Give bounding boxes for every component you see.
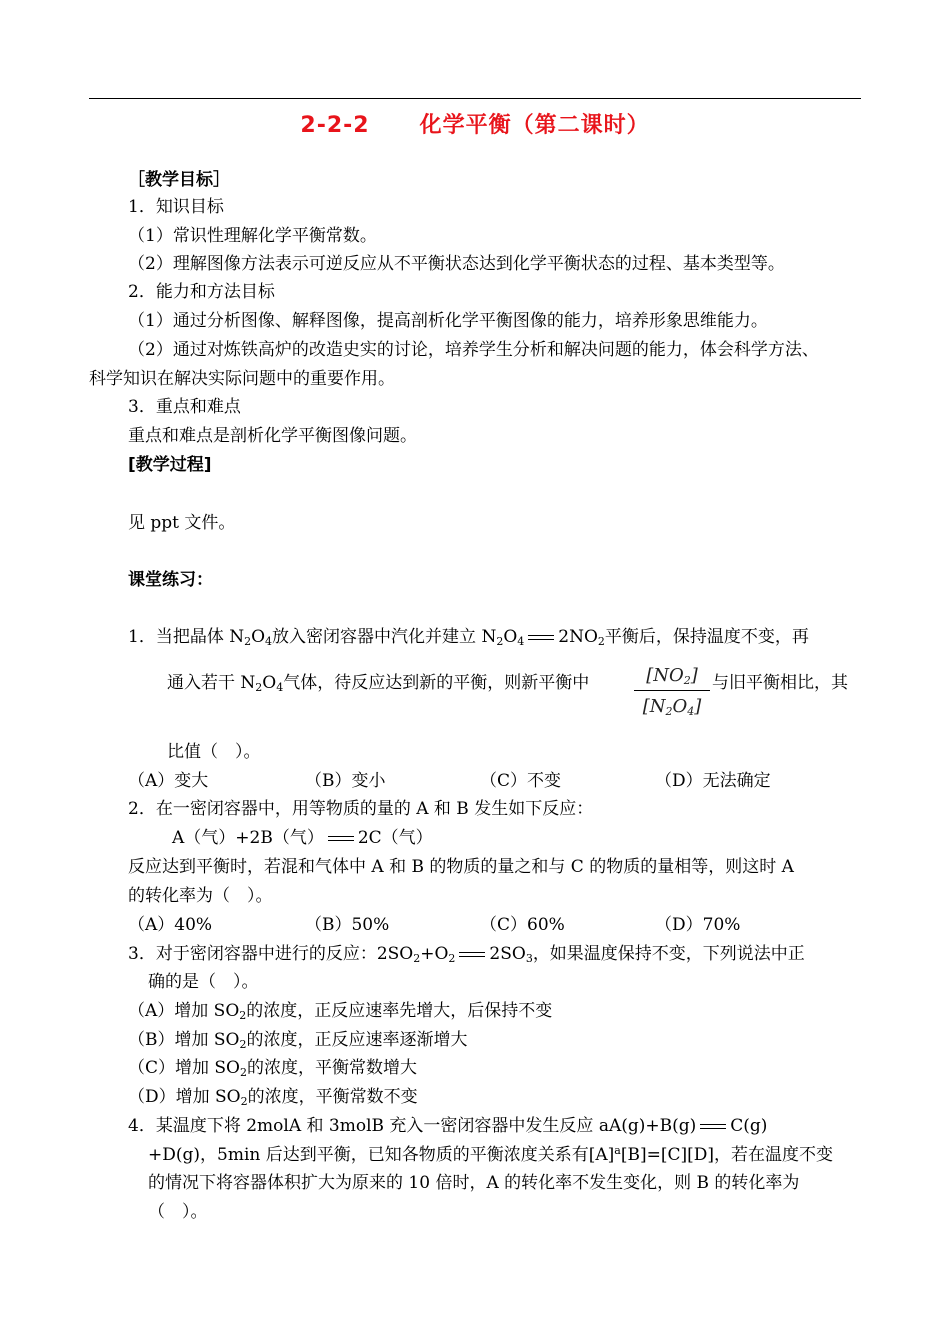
objective-section-3: 3．重点和难点 [128,397,241,417]
q2-equation: A（气）+2B（气） 2C（气） [172,828,433,848]
q1-line-2-right: 与旧平衡相比，其 [712,673,848,693]
objective-1-2: （2）理解图像方法表示可逆反应从不平衡状态达到化学平衡状态的过程、基本类型等。 [128,254,785,274]
reversible-arrow-icon [526,632,556,644]
objective-2-1: （1）通过分析图像、解释图像，提高剖析化学平衡图像的能力，培养形象思维能力。 [128,311,768,331]
q4-line-3: 的情况下将容器体积扩大为原来的 10 倍时，A 的转化率不发生变化，则 B 的转化率为 [148,1173,800,1193]
objective-2-2-b: 科学知识在解决实际问题中的重要作用。 [89,369,395,389]
practice-heading: 课堂练习： [128,570,213,590]
q1-option-d: （D）无法确定 [655,771,771,791]
q1-line-1: 1．当把晶体 $N_2O_4$放入密闭容器中汽化并建立 $N_2O_4$ $2NO_2$平衡后，保持温度不变，再 [128,627,809,648]
q2-option-d: （D）70% [655,915,741,935]
q3-option-b: （B）增加 $SO_2$的浓度，正反应速率逐渐增大 [128,1030,468,1051]
objective-3-1: 重点和难点是剖析化学平衡图像问题。 [128,426,417,446]
q4-line-4: （ ）。 [148,1202,208,1222]
q4-line-2: +D(g)，5min 后达到平衡，已知各物质的平衡浓度关系有$[A]^a[B]=[C][D]$，若在温度不变 [148,1144,834,1165]
process-heading: [教学过程] [128,455,212,475]
objective-section-1: 1．知识目标 [128,197,224,217]
objective-section-2: 2．能力和方法目标 [128,282,275,302]
title-text: 化学平衡（第二课时） [419,113,650,138]
process-text: 见 ppt 文件。 [128,513,236,533]
q3-option-c: （C）增加 $SO_2$的浓度，平衡常数增大 [128,1058,417,1079]
q2-option-a: （A）40% [128,915,213,935]
q1-line-2-left: 通入若干 $N_2O_4$气体，待反应达到新的平衡，则新平衡中 [167,673,590,694]
q3-line-2: 确的是（ ）。 [148,972,259,992]
q1-option-b: （B）变小 [305,771,386,791]
objectives-heading: ［教学目标］ [128,170,230,190]
q4-line-1: 4．某温度下将 2molA 和 3molB 充入一密闭容器中发生反应 aA(g)+B(g) C(g) [128,1116,768,1136]
title-code: 2-2-2 [300,113,370,138]
reversible-arrow-icon [326,833,356,845]
q1-option-c: （C）不变 [480,771,562,791]
page-title [0,108,950,139]
objective-1-1: （1）常识性理解化学平衡常数。 [128,226,377,246]
reversible-arrow-icon [457,949,487,961]
q2-line-1: 2．在一密闭容器中，用等物质的量的 A 和 B 发生如下反应： [128,799,594,819]
reversible-arrow-icon [698,1121,728,1133]
q2-option-c: （C）60% [480,915,565,935]
q2-option-b: （B）50% [305,915,390,935]
q1-option-a: （A）变大 [128,771,209,791]
q2-line-2: 反应达到平衡时，若混和气体中 A 和 B 的物质的量之和与 C 的物质的量相等，则这时 A [128,857,794,877]
q3-option-a: （A）增加 $SO_2$的浓度，正反应速率先增大，后保持不变 [128,1001,553,1022]
fraction-numerator: $[NO_2]$ [634,664,710,691]
concentration-ratio-fraction [634,664,710,719]
q1-line-3: 比值（ ）。 [167,742,261,762]
q3-line-1: 3．对于密闭容器中进行的反应：$2SO_2+O_2$ $2SO_3$，如果温度保持不变，下列说法中正 [128,944,805,965]
q3-option-d: （D）增加 $SO_2$的浓度，平衡常数不变 [128,1087,418,1108]
objective-2-2-a: （2）通过对炼铁高炉的改造史实的讨论，培养学生分析和解决问题的能力，体会科学方法、 [128,340,819,360]
q2-line-3: 的转化率为（ ）。 [128,886,273,906]
fraction-denominator: $[N_2O_4]$ [642,696,702,718]
header-rule [89,98,861,99]
